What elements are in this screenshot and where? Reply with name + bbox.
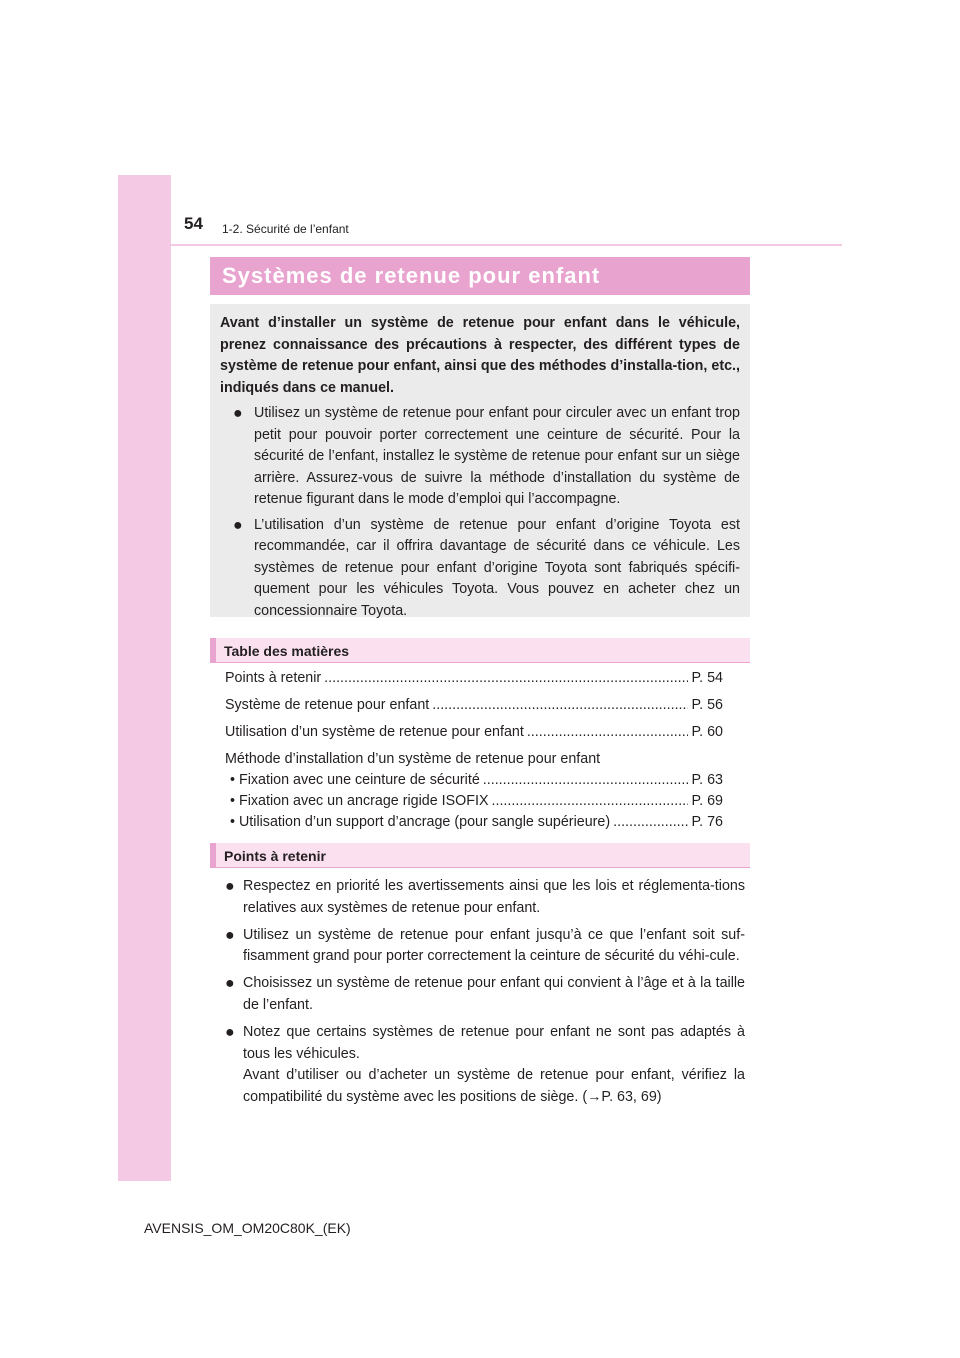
toc-entry-text: Système de retenue pour enfant: [225, 697, 430, 713]
toc-subentry[interactable]: [225, 772, 723, 793]
toc-entry-page: P. 54: [691, 670, 723, 686]
intro-bullet-text: L’utilisation d’un système de retenue pour enfant d’origine Toyota est recommandée, car il offrira davantage de sécurité dans ce véhicule. Les systèmes de retenue pour enfant d’origine Toyota sont fabriqués spécifi-quement pour les véhicules Toyota. Vous pouvez en acheter chez un concessionnaire Toyota.: [254, 516, 740, 619]
list-item-text: Utilisez un système de retenue pour enfant jusqu’à ce que l’enfant soit suf-fisamment grand pour porter correctement la ceinture de sécurité du véhi-cule.: [243, 926, 745, 965]
list-item-text: Notez que certains systèmes de retenue pour enfant ne sont pas adaptés à tous les véhicules.: [243, 1023, 745, 1062]
intro-bullet: [220, 403, 740, 511]
bullet-icon: ●: [225, 878, 235, 895]
toc-entry[interactable]: [225, 724, 723, 745]
toc-heading: [210, 638, 750, 663]
toc-subentry[interactable]: [225, 814, 723, 835]
side-tab-band: [118, 175, 171, 1181]
section-header: 1-2. Sécurité de l’enfant: [222, 222, 349, 236]
toc-leader: [527, 724, 689, 740]
footer-doc-code: AVENSIS_OM_OM20C80K_(EK): [144, 1220, 351, 1236]
toc-entry[interactable]: [225, 697, 723, 718]
toc-leader: [432, 697, 688, 713]
points-heading: [210, 843, 750, 868]
bullet-icon: ●: [233, 516, 243, 534]
toc-leader: [324, 670, 688, 686]
header-rule: [171, 244, 842, 246]
page-number: 54: [184, 214, 203, 233]
toc-entry-page: P. 60: [691, 724, 723, 740]
intro-box: [210, 304, 750, 617]
toc-group-title-text: Méthode d’installation d’un système de retenue pour enfant: [225, 751, 601, 767]
points-heading-label: Points à retenir: [224, 848, 326, 864]
toc-leader: [483, 772, 689, 788]
toc-subentry-page: P. 76: [691, 814, 723, 830]
toc-entry-text: Utilisation d’un système de retenue pour enfant: [225, 724, 524, 740]
toc-subentry-text: • Utilisation d’un support d’ancrage (pour sangle supérieure): [230, 814, 611, 830]
list-item: [225, 1022, 745, 1109]
intro-bullet: [220, 515, 740, 623]
list-item-text: Choisissez un système de retenue pour enfant qui convient à l’âge et à la taille de l’enfant.: [243, 975, 745, 1013]
toc-subentry-text: • Fixation avec une ceinture de sécurité: [230, 772, 480, 788]
toc-heading-rule: [216, 662, 750, 663]
toc-leader: [492, 793, 689, 809]
list-item-text: Respectez en priorité les avertissements ainsi que les lois et réglementa-tions relatives aux systèmes de retenue pour enfant.: [243, 878, 745, 916]
list-item: [225, 973, 745, 1017]
page-title: Systèmes de retenue pour enfant: [210, 257, 750, 295]
toc-entry[interactable]: [225, 670, 723, 691]
toc-subentry-text: • Fixation avec un ancrage rigide ISOFIX: [230, 793, 489, 809]
bullet-icon: ●: [225, 926, 235, 944]
toc-entry-text: Points à retenir: [225, 670, 322, 686]
toc-entry-page: P. 56: [691, 697, 723, 713]
toc-heading-label: Table des matières: [224, 643, 350, 659]
toc-subentry-page: P. 69: [691, 793, 723, 809]
toc-subentry[interactable]: [225, 793, 723, 814]
toc-leader: [613, 814, 688, 830]
points-list: [225, 876, 745, 1114]
table-of-contents: [225, 670, 723, 835]
toc-subentry-page: P. 63: [691, 772, 723, 788]
list-item-extra-text: Avant d’utiliser ou d’acheter un système de retenue pour enfant, vérifiez la compatibilité du système avec les positions de siège. (→P. 63, 69): [243, 1067, 745, 1106]
toc-group-title: [225, 751, 723, 772]
bullet-icon: ●: [225, 1023, 235, 1041]
bullet-icon: ●: [225, 975, 235, 993]
list-item: [225, 925, 745, 969]
points-heading-rule: [216, 867, 750, 868]
intro-bullet-text: Utilisez un système de retenue pour enfant pour circuler avec un enfant trop petit pour pouvoir porter correctement une ceinture de sécurité. Pour la sécurité de l’enfant, installez le système de retenue pour enfant sur un siège arrière. Assurez-vous de suivre la méthode d’installation du système de retenue figurant dans le mode d’emploi qui l’accompagne.: [254, 405, 740, 507]
bullet-icon: ●: [233, 405, 243, 422]
intro-lead: Avant d’installer un système de retenue pour enfant dans le véhicule, prenez connaissance des précautions à respecter, des différent types de système de retenue pour enfant, ainsi que des méthodes d’installa-tion, etc., indiqués dans ce manuel.: [220, 315, 740, 396]
list-item: [225, 876, 745, 920]
